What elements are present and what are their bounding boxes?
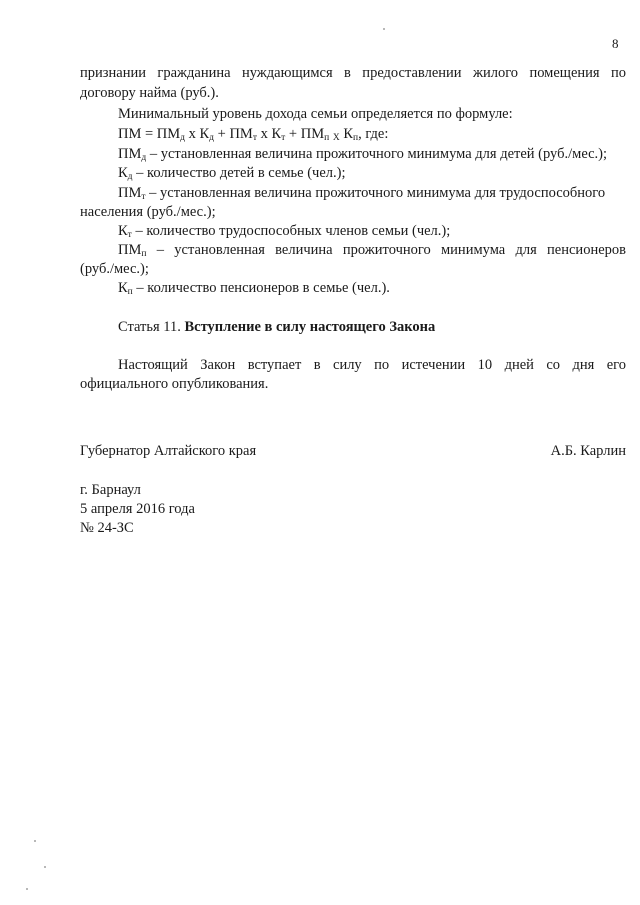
paragraph-line: Настоящий Закон вступает в силу по истечении 10 дней со дня его <box>118 357 626 373</box>
definition-pensioner-count: $К_п$ – количество пенсионеров в семье (чел.). <box>118 280 390 297</box>
signing-city: г. Барнаул <box>80 482 141 498</box>
signatory-name: А.Б. Карлин <box>550 443 626 459</box>
page-number: 8 <box>612 36 619 51</box>
law-number: № 24-ЗС <box>80 520 134 536</box>
scan-speck <box>34 840 36 842</box>
paragraph-line: (руб./мес.); <box>80 261 149 277</box>
paragraph-line: населения (руб./мес.); <box>80 204 216 220</box>
definition-working-minimum: $ПМ_т$ – установленная величина прожиточного минимума для трудоспособного <box>118 185 606 202</box>
signatory-position: Губернатор Алтайского края <box>80 443 257 459</box>
definition-children-count: $К_д$ – количество детей в семье (чел.); <box>118 165 346 182</box>
definition-children-minimum: $ПМ_д$ – установленная величина прожиточного минимума для детей (руб./мес.); <box>118 146 608 163</box>
paragraph-line: признании гражданина нуждающимся в предоставлении жилого помещения по <box>80 65 626 81</box>
paragraph-line: договору найма (руб.). <box>80 85 219 101</box>
paragraph-line: официального опубликования. <box>80 376 269 392</box>
scan-speck <box>26 888 28 890</box>
definition-working-count: $К_т$ – количество трудоспособных членов семьи (чел.); <box>118 223 451 240</box>
signing-date: 5 апреля 2016 года <box>80 501 195 517</box>
definition-pensioner-minimum: $ПМ_п$ – установленная величина прожиточного минимума для пенсионеров <box>118 242 626 259</box>
paragraph-line: Минимальный уровень дохода семьи определяется по формуле: <box>118 106 513 122</box>
scan-speck <box>44 866 46 868</box>
scan-speck <box>383 28 385 30</box>
article-heading: Статья 11. Вступление в силу настоящего Закона <box>118 319 436 335</box>
income-formula: ПМ = $ПМ_д$ x $К_д + ПМ_т$ x $К_т + ПМ_п$ $_X$ $К_п$, где: <box>118 126 389 143</box>
